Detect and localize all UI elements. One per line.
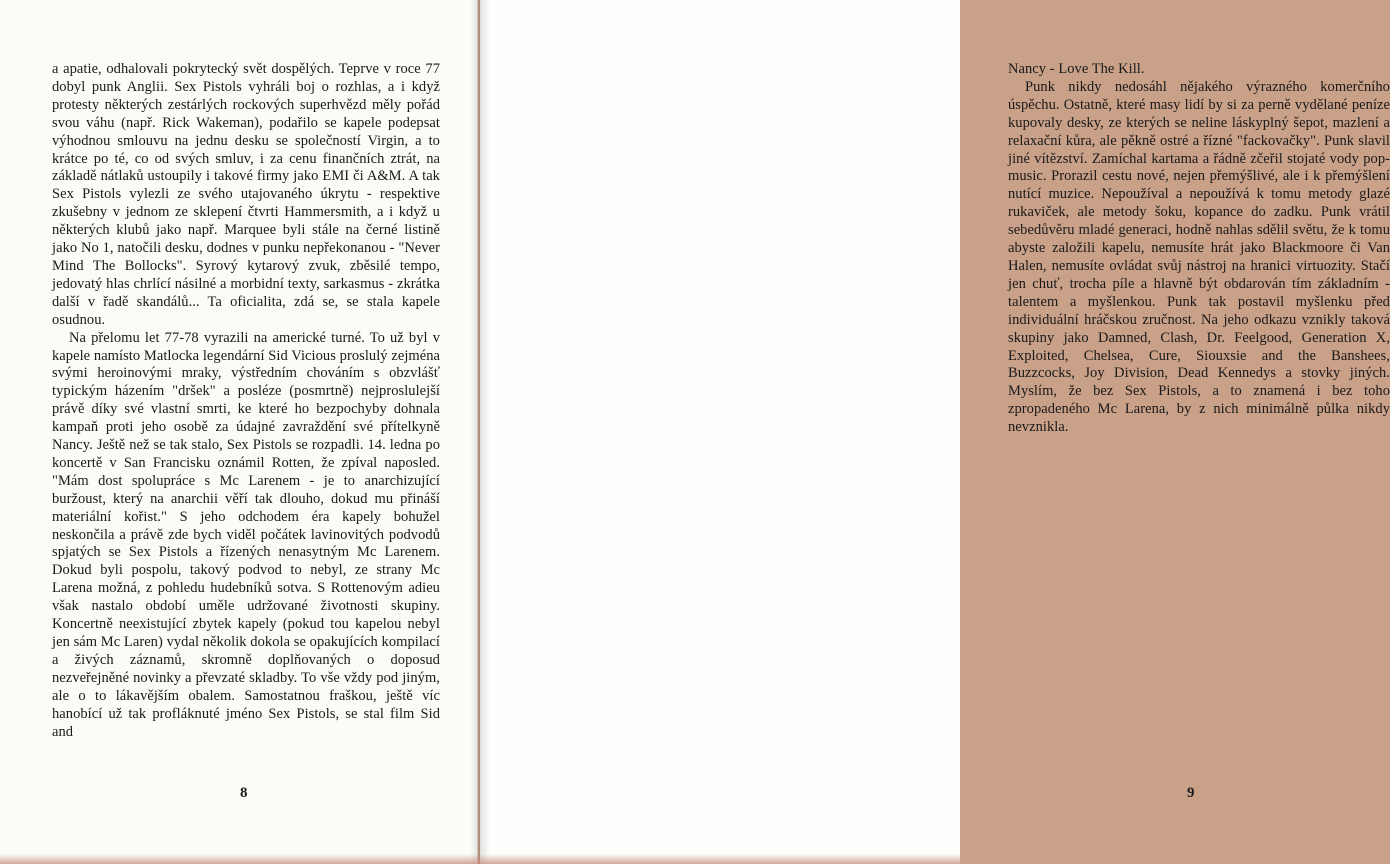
book-gutter bbox=[470, 0, 490, 864]
left-page-text bbox=[52, 61, 440, 741]
right-page bbox=[480, 0, 1390, 864]
right-page-text bbox=[1008, 61, 1390, 437]
left-paragraph-2: Na přelomu let 77-78 vyrazili na americké turné. To už byl v kapele namísto Matlocka legendární Sid Vicious proslulý zejména svými heroinovými mraky, výstředním chováním s obzvlášť typickým házením "dršek" a posléze (posmrtně) nejproslulejší právě díky své vlastní smrti, ke které ho bezpochyby dohnala kampaň proti jeho osobě za údajné zavraždění své přítelkyně Nancy. Ještě než se tak stalo, Sex Pistols se rozpadli. 14. ledna po koncertě v San Francisku oznámil Rotten, že zpíval naposled. "Mám dost spolupráce s Mc Larenem - je to anarchizující buržoust, který na anarchii věří tak dlouho, dokud mu přináší materiální kořist." S jeho odchodem éra kapely bohužel neskončila a právě zde bych viděl počátek lavinovitých podvodů spjatých se Sex Pistols a řízených nenasytným Mc Larenem. Dokud byli pospolu, takový podvod to nebyl, ze strany Mc Larena možná, z pohledu hudebníků sotva. S Rottenovým adieu však nastalo období uměle udržované životnosti skupiny. Koncertně neexistující zbytek kapely (pokud tou kapelou nebyl jen sám Mc Laren) vydal několik dokola se opakujících kompilací a živých záznamů, skromně doplňovaných o doposud nezveřejněné novinky a převzaté skladby. To vše vždy pod jiným, ale o to lákavějším obalem. Samostatnou fraškou, ještě víc hanobící už tak profláknuté jméno Sex Pistols, se stal film Sid and bbox=[52, 329, 440, 740]
page-bottom-edge bbox=[0, 854, 960, 864]
left-page-number: 8 bbox=[240, 785, 248, 801]
right-paragraph-1: Nancy - Love The Kill. bbox=[1008, 61, 1145, 77]
left-paragraph-1: a apatie, odhalovali pokrytecký svět dospělých. Teprve v roce 77 dobyl punk Anglii. Sex Pistols vyhráli boj o rozhlas, a i když protesty některých zestárlých rockových superhvězd měly pořád svou váhu (např. Rick Wakeman), podařilo se kapele podepsat výhodnou smlouvu na jednu desku se společností Virgin, a to krátce po té, co od svých smluv, i za cenu finančních ztrát, na základě nátlaků ustoupily i takové firmy jako EMI či A&M. A tak Sex Pistols vylezli ze svého utajovaného úkrytu - respektive zkušebny v jednom ze sklepení čtvrti Hammersmith, a i když u některých klubů jako např. Marquee byli stále na černé listině jako No 1, natočili desku, dodnes v punku nepřekonanou - "Never Mind The Bollocks". Syrový kytarový zvuk, zběsilé tempo, jedovatý hlas chrlící násilné a morbidní texty, sarkasmus - zkrátka další v řadě skandálů... Ta oficialita, zdá se, se stala kapele osudnou. bbox=[52, 61, 440, 328]
right-page-number: 9 bbox=[1187, 785, 1195, 801]
right-paragraph-2: Punk nikdy nedosáhl nějakého výrazného komerčního úspěchu. Ostatně, které masy lidí by si za perně vydělané peníze kupovaly desky, ze kterých se neline láskyplný šepot, mazlení a relaxační kůra, ale pěkně ostré a řízné "fackovačky". Punk slavil jiné vítězství. Zamíchal kartama a řádně zčeřil stojaté vody pop-music. Prorazil cestu nové, nejen přemýšlivé, ale i k přemýšlení nutící muzice. Nepoužíval a nepoužívá k tomu metody glazé rukaviček, ale metody šoku, kopance do zadku. Punk vrátil sebedůvěru mladé generaci, hodně nahlas sdělil světu, že k tomu abyste založili kapelu, nemusíte hrát jako Blackmoore či Van Halen, nemusíte ovládat svůj nástroj na hranici virtuozity. Stačí jen chuť, trocha píle a hlavně být obdarován tím základním - talentem a myšlenkou. Punk tak postavil myšlenku před individuální hráčskou zručnost. Na jeho odkazu vznikly taková skupiny jako Damned, Clash, Dr. Feelgood, Generation X, Exploited, Chelsea, Cure, Siouxsie and the Banshees, Buzzcocks, Joy Division, Dead Kennedys a stovky jiných. Myslím, že bez Sex Pistols, a to znamená i bez toho zpropadeného Mc Larena, by z nich minimálně půlka nikdy nevznikla. bbox=[1008, 78, 1390, 436]
left-page bbox=[0, 0, 478, 864]
